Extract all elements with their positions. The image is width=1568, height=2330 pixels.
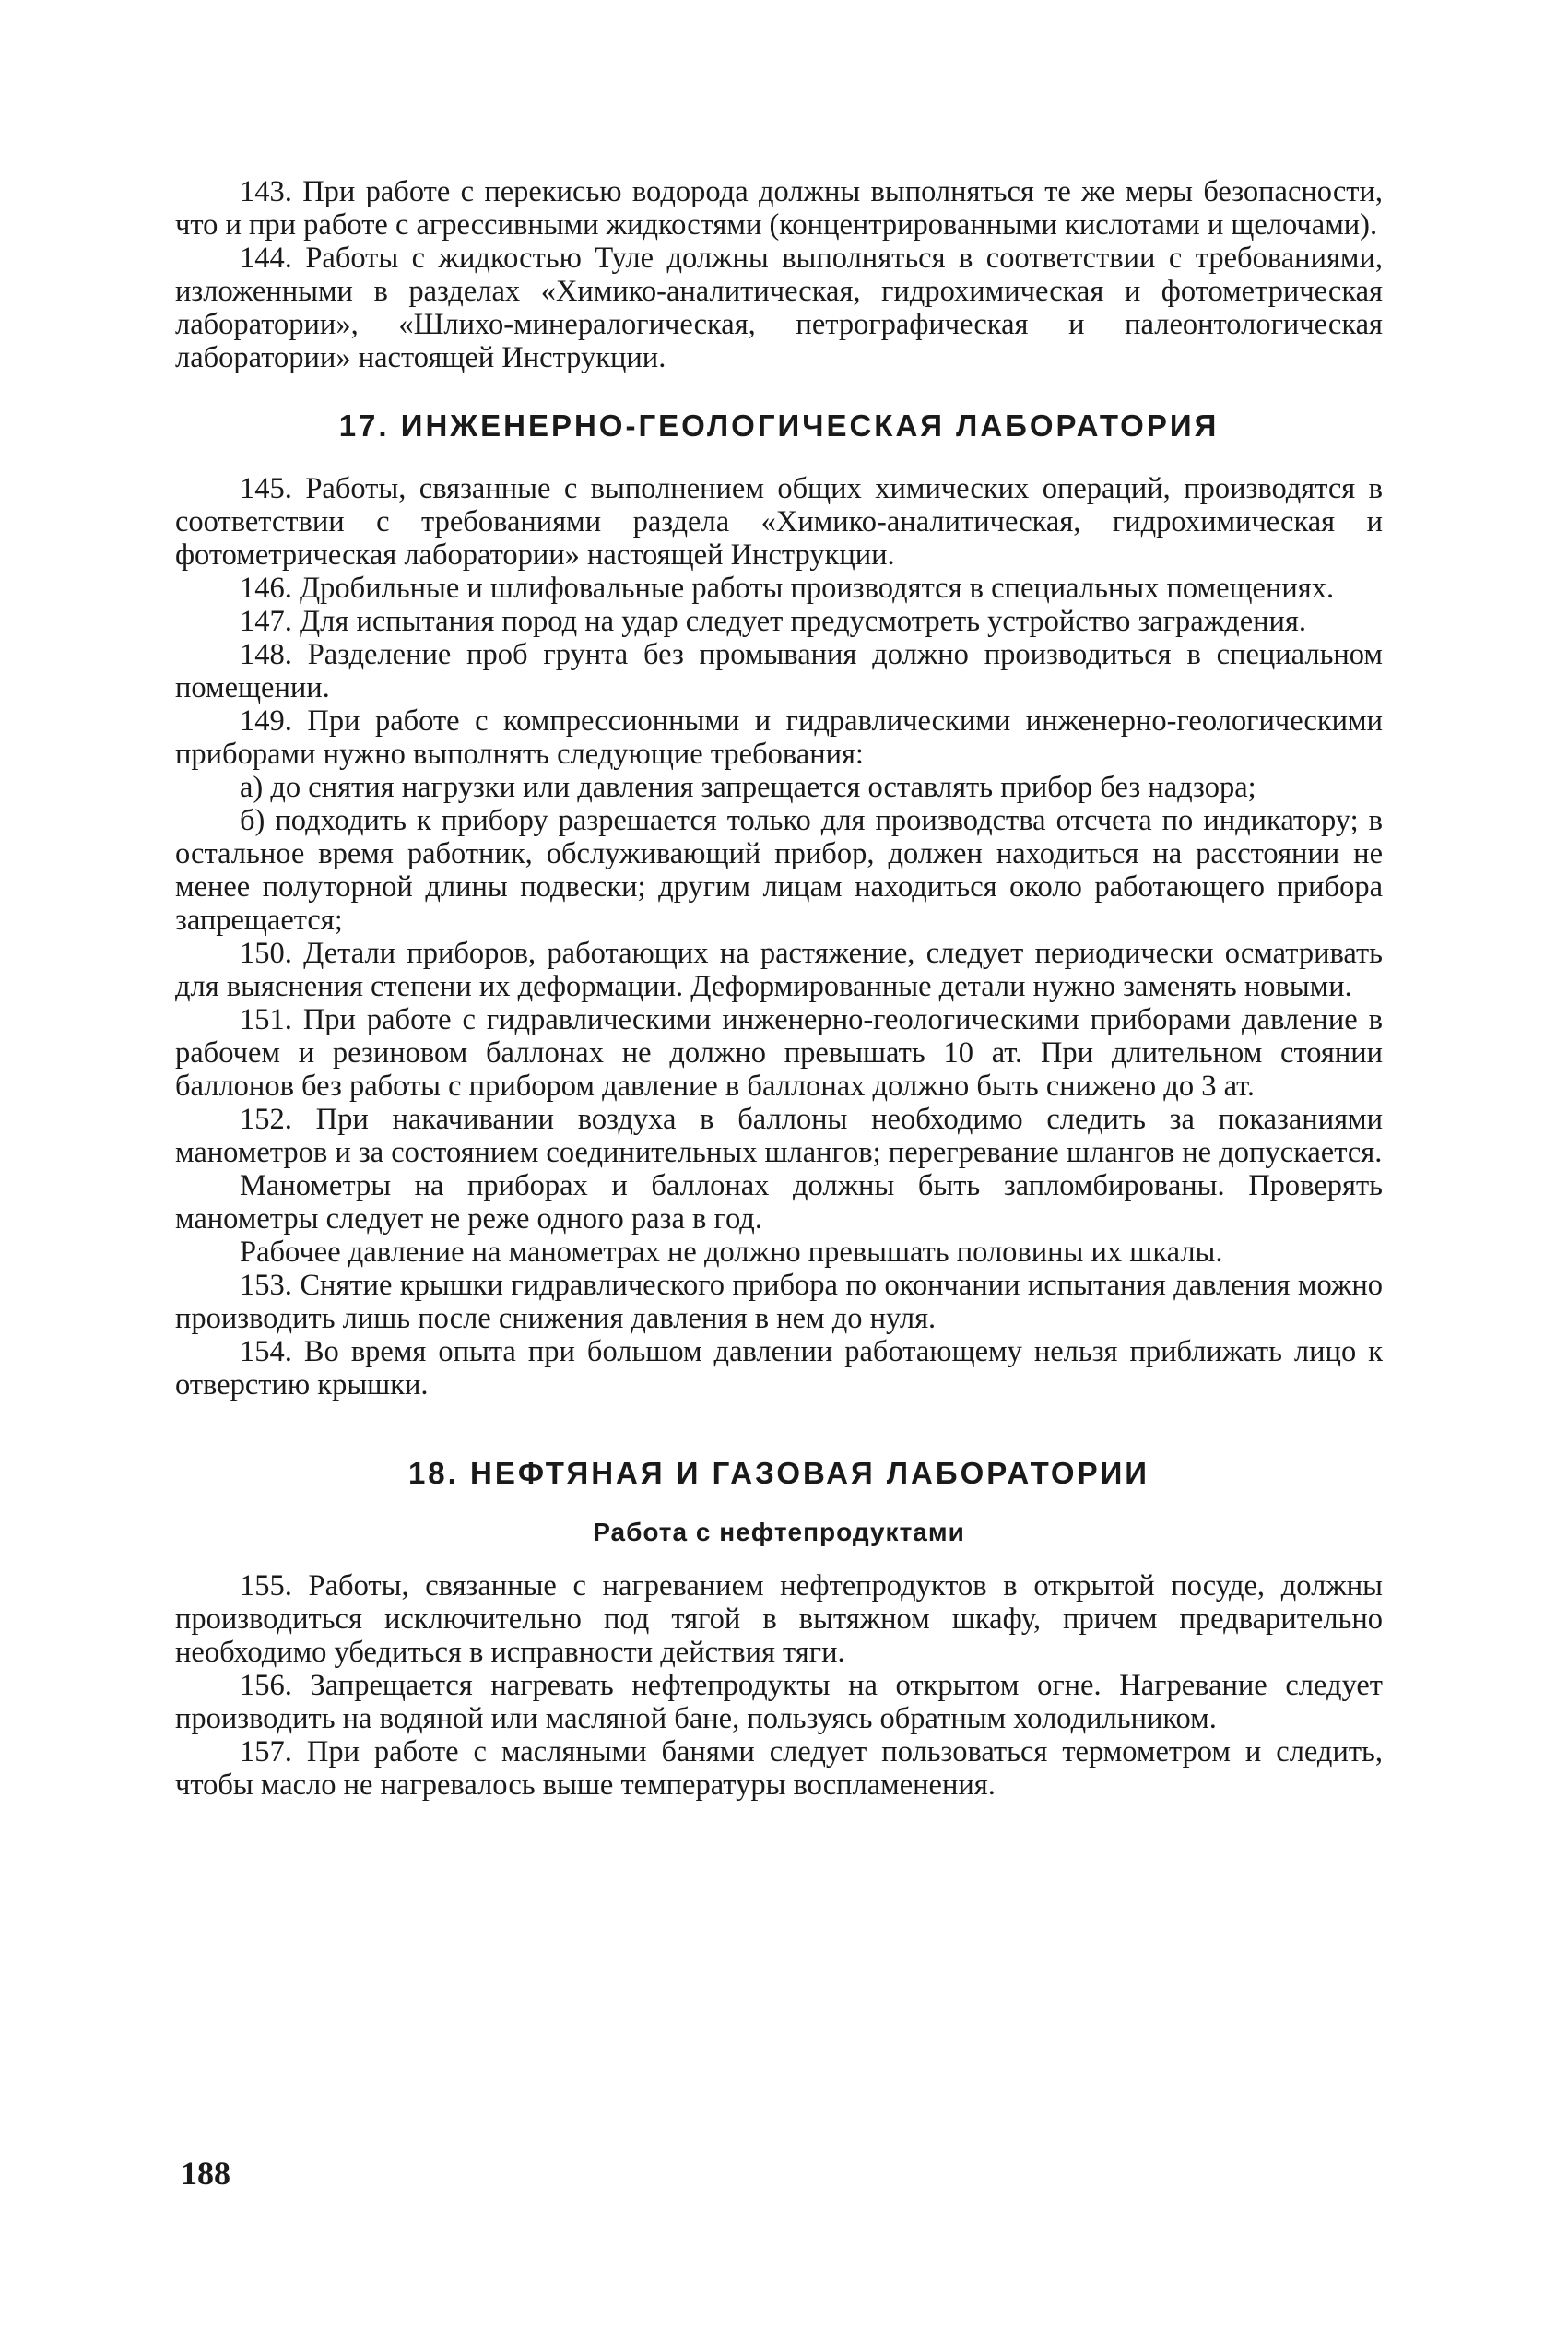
paragraph-146: 146. Дробильные и шлифовальные работы производятся в специальных помещениях.	[240, 572, 1335, 605]
paragraph-149: 149. При работе с компрессионными и гидравлическими инженерно-геологическими приборами нужно выполнять следующие требования:	[175, 704, 1383, 771]
page-number: 188	[181, 2155, 230, 2192]
paragraph-148: 148. Разделение проб грунта без промывания должно производиться в специальном помещении.	[175, 638, 1383, 704]
paragraph-152: 152. При накачивании воздуха в баллоны необходимо следить за показаниями манометров и за состоянием соединительных шлангов; перегревание шлангов не допускается.	[175, 1103, 1383, 1169]
paragraph-155: 155. Работы, связанные с нагреванием нефтепродуктов в открытой посуде, должны производиться исключительно под тягой в вытяжном шкафу, причем предварительно необходимо убедиться в исправности действия тяги.	[175, 1569, 1383, 1669]
section-17-title: 17. ИНЖЕНЕРНО-ГЕОЛОГИЧЕСКАЯ ЛАБОРАТОРИЯ	[338, 408, 1220, 443]
paragraph-156: 156. Запрещается нагревать нефтепродукты на открытом огне. Нагревание следует производить на водяной или масляной бане, пользуясь обратным холодильником.	[175, 1669, 1383, 1735]
paragraph-150: 150. Детали приборов, работающих на растяжение, следует периодически осматривать для выяснения степени их деформации. Деформированные детали нужно заменять новыми.	[175, 937, 1383, 1003]
page-body	[175, 175, 1383, 1802]
paragraph-147: 147. Для испытания пород на удар следует предусмотреть устройство заграждения.	[240, 605, 1306, 638]
paragraph-154: 154. Во время опыта при большом давлении работающему нельзя приближать лицо к отверстию крышки.	[175, 1335, 1383, 1402]
paragraph-153: 153. Снятие крышки гидравлического прибора по окончании испытания давления можно производить лишь после снижения давления в нем до нуля.	[175, 1269, 1383, 1335]
paragraph-151: 151. При работе с гидравлическими инженерно-геологическими приборами давление в рабочем и резиновом баллонах не должно превышать 10 ат. При длительном стоянии баллонов без работы с прибором давление в баллонах должно быть снижено до 3 ат.	[175, 1003, 1383, 1103]
section-18-subtitle: Работа с нефтепродуктами	[593, 1518, 965, 1546]
paragraph-157: 157. При работе с масляными банями следует пользоваться термометром и следить, чтобы масло не нагревалось выше температуры воспламенения.	[175, 1735, 1383, 1802]
paragraph-manometers-seal: Манометры на приборах и баллонах должны быть запломбированы. Проверять манометры следует не реже одного раза в год.	[175, 1169, 1383, 1236]
paragraph-143: 143. При работе с перекисью водорода должны выполняться те же меры безопасности, что и при работе с агрессивными жидкостями (концентрированными кислотами и щелочами).	[175, 175, 1383, 242]
section-18-title: 18. НЕФТЯНАЯ И ГАЗОВАЯ ЛАБОРАТОРИИ	[407, 1456, 1150, 1490]
paragraph-149-a: а) до снятия нагрузки или давления запрещается оставлять прибор без надзора;	[240, 771, 1256, 804]
paragraph-144: 144. Работы с жидкостью Туле должны выполняться в соответствии с требованиями, изложенными в разделах «Химико-аналитическая, гидрохимическая и фотометрическая лаборатории», «Шлихо-минералогическая, петрографическая и палеонтологическая лаборатории» настоящей Инструкции.	[175, 242, 1383, 374]
paragraph-149-b: б) подходить к прибору разрешается только для производства отсчета по индикатору; в остальное время работник, обслуживающий прибор, должен находиться на расстоянии не менее полуторной длины подвески; другим лицам находиться около работающего прибора запрещается;	[175, 804, 1383, 937]
paragraph-working-pressure: Рабочее давление на манометрах не должно превышать половины их шкалы.	[240, 1236, 1223, 1269]
paragraph-145: 145. Работы, связанные с выполнением общих химических операций, производятся в соответствии с требованиями раздела «Химико-аналитическая, гидрохимическая и фотометрическая лаборатории» настоящей Инструкции.	[175, 472, 1383, 572]
